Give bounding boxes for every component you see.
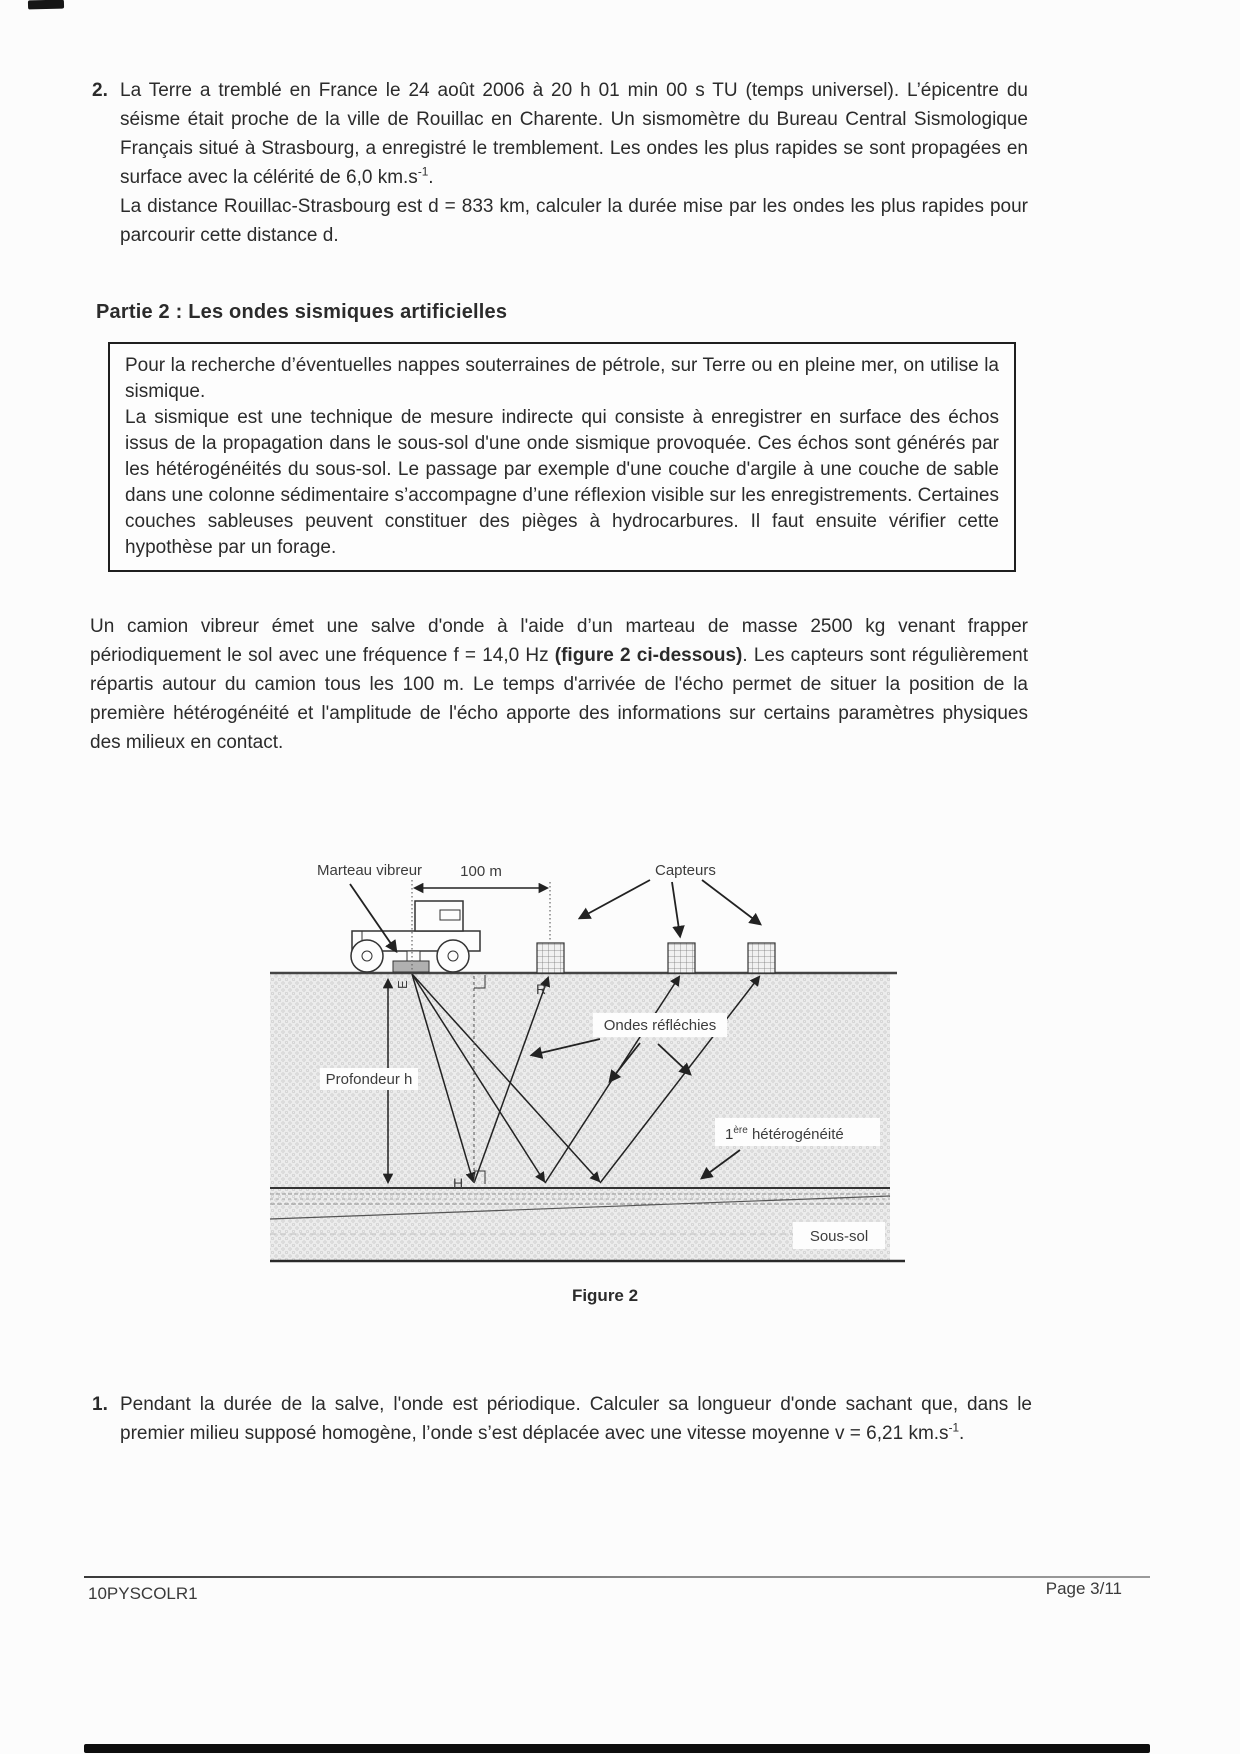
question-1-number: 1. (92, 1394, 108, 1415)
question-1 (92, 1390, 1042, 1448)
sensor-block (748, 943, 775, 973)
point-h-label: H (453, 1175, 464, 1191)
figure-caption: Figure 2 (571, 1286, 639, 1305)
hammer-mount (407, 951, 420, 961)
question-2-number: 2. (92, 80, 108, 101)
question-2-text (120, 76, 1028, 250)
intro-paragraph (90, 612, 1028, 757)
footer-page-number: Page 3/11 (1045, 1579, 1122, 1598)
question-2-p1-end: . (428, 167, 434, 188)
footer-document-code: 10PYSCOLR1 (88, 1584, 198, 1603)
exponent: -1 (417, 165, 429, 179)
ondes-reflechies-label: Ondes réfléchies (603, 1017, 717, 1034)
question-1-body: Pendant la durée de la salve, l'onde est périodique. Calculer sa longueur d'onde sachant que, dans le premier milieu supposé homogène, l’onde s’est déplacée avec une vitesse moyenne v = 6,21 km.s (120, 1394, 1032, 1444)
info-box-paragraph-1: Pour la recherche d’éventuelles nappes souterraines de pétrole, sur Terre ou en pleine mer, on utilise la sismique. (125, 355, 999, 402)
question-2-p1: La Terre a tremblé en France le 24 août 2006 à 20 h 01 min 00 s TU (temps universel). L’épicentre du séisme était proche de la ville de Rouillac en Charente. Un sismomètre du Bureau Central Sismologique Français situé à Strasbourg, a enregistré le tremblement. Les ondes les plus rapides se sont propagées en surface avec la célérité de 6,0 km.s (120, 80, 1028, 188)
distance-100m-label: 100 m (460, 863, 502, 880)
intro-text-a: Un camion vibreur émet une salve d'onde à l'aide d’un marteau de masse 2500 kg venant frapper périodiquement le sol avec une fréquence f = 14,0 Hz (90, 616, 1028, 666)
vibrator-truck (351, 901, 480, 972)
truck-window (440, 910, 460, 920)
capteurs-label: Capteurs (655, 862, 716, 879)
sensors (537, 943, 775, 973)
question-1-text (120, 1390, 1032, 1448)
footer-rule (84, 1576, 1150, 1578)
partie-2-heading: Partie 2 : Les ondes sismiques artificielles (96, 301, 508, 323)
intro-text-bold: (figure 2 ci-dessous) (554, 645, 743, 666)
question-1-end: . (959, 1423, 965, 1444)
profondeur-label: Profondeur h (325, 1071, 413, 1088)
truck-wheel-hub (362, 951, 372, 961)
sensor-block (537, 943, 564, 973)
premiere-heterogeneite-label: 1ère hétérogénéité (725, 1125, 844, 1143)
exponent: -1 (948, 1421, 960, 1435)
point-r-label: R (536, 981, 547, 997)
capteurs-arrow-right (702, 880, 760, 924)
point-e-label: E (395, 980, 410, 989)
scan-artifact-bottom (84, 1744, 1150, 1753)
info-box (108, 342, 1016, 572)
capteurs-arrow-left (580, 880, 650, 918)
info-box-paragraph-2: La sismique est une technique de mesure indirecte qui consiste à enregistrer en surface des échos issus de la propagation dans le sous-sol d'une onde sismique provoquée. Ces échos sont générés par les hétérogénéités du sous-sol. Le passage par exemple d'une couche d'argile à une couche de sable dans une colonne sédimentaire s’accompagne d’une réflexion visible sur les enregistrements. Certaines couches sableuses peuvent constituer des pièges à hydrocarbures. Il faut ensuite vérifier cette hypothèse par un forage. (125, 407, 999, 558)
question-2-paragraph-2: La distance Rouillac-Strasbourg est d = 833 km, calculer la durée mise par les ondes les plus rapides pour parcourir cette distance d. (120, 196, 1028, 246)
truck-wheel-hub (448, 951, 458, 961)
scan-artifact-top (28, 0, 64, 9)
hammer-plate (393, 961, 429, 972)
sous-sol-label: Sous-sol (809, 1228, 869, 1245)
sensor-block (668, 943, 695, 973)
capteurs-arrow-mid (672, 882, 680, 936)
question-2-paragraph-1 (120, 76, 1028, 192)
intro-text-b: . Les capteurs sont régulièrement répartis autour du camion tous les 100 m. Le temps d'arrivée de l'écho permet de situer la position de la première hétérogénéité et l'amplitude de l'écho apporte des informations sur certains paramètres physiques des milieux en contact. (90, 645, 1028, 753)
figure-2-diagram (260, 848, 910, 1278)
marteau-vibreur-label: Marteau vibreur (317, 862, 423, 879)
subsoil-region (270, 974, 890, 1261)
question-2 (92, 76, 1032, 250)
